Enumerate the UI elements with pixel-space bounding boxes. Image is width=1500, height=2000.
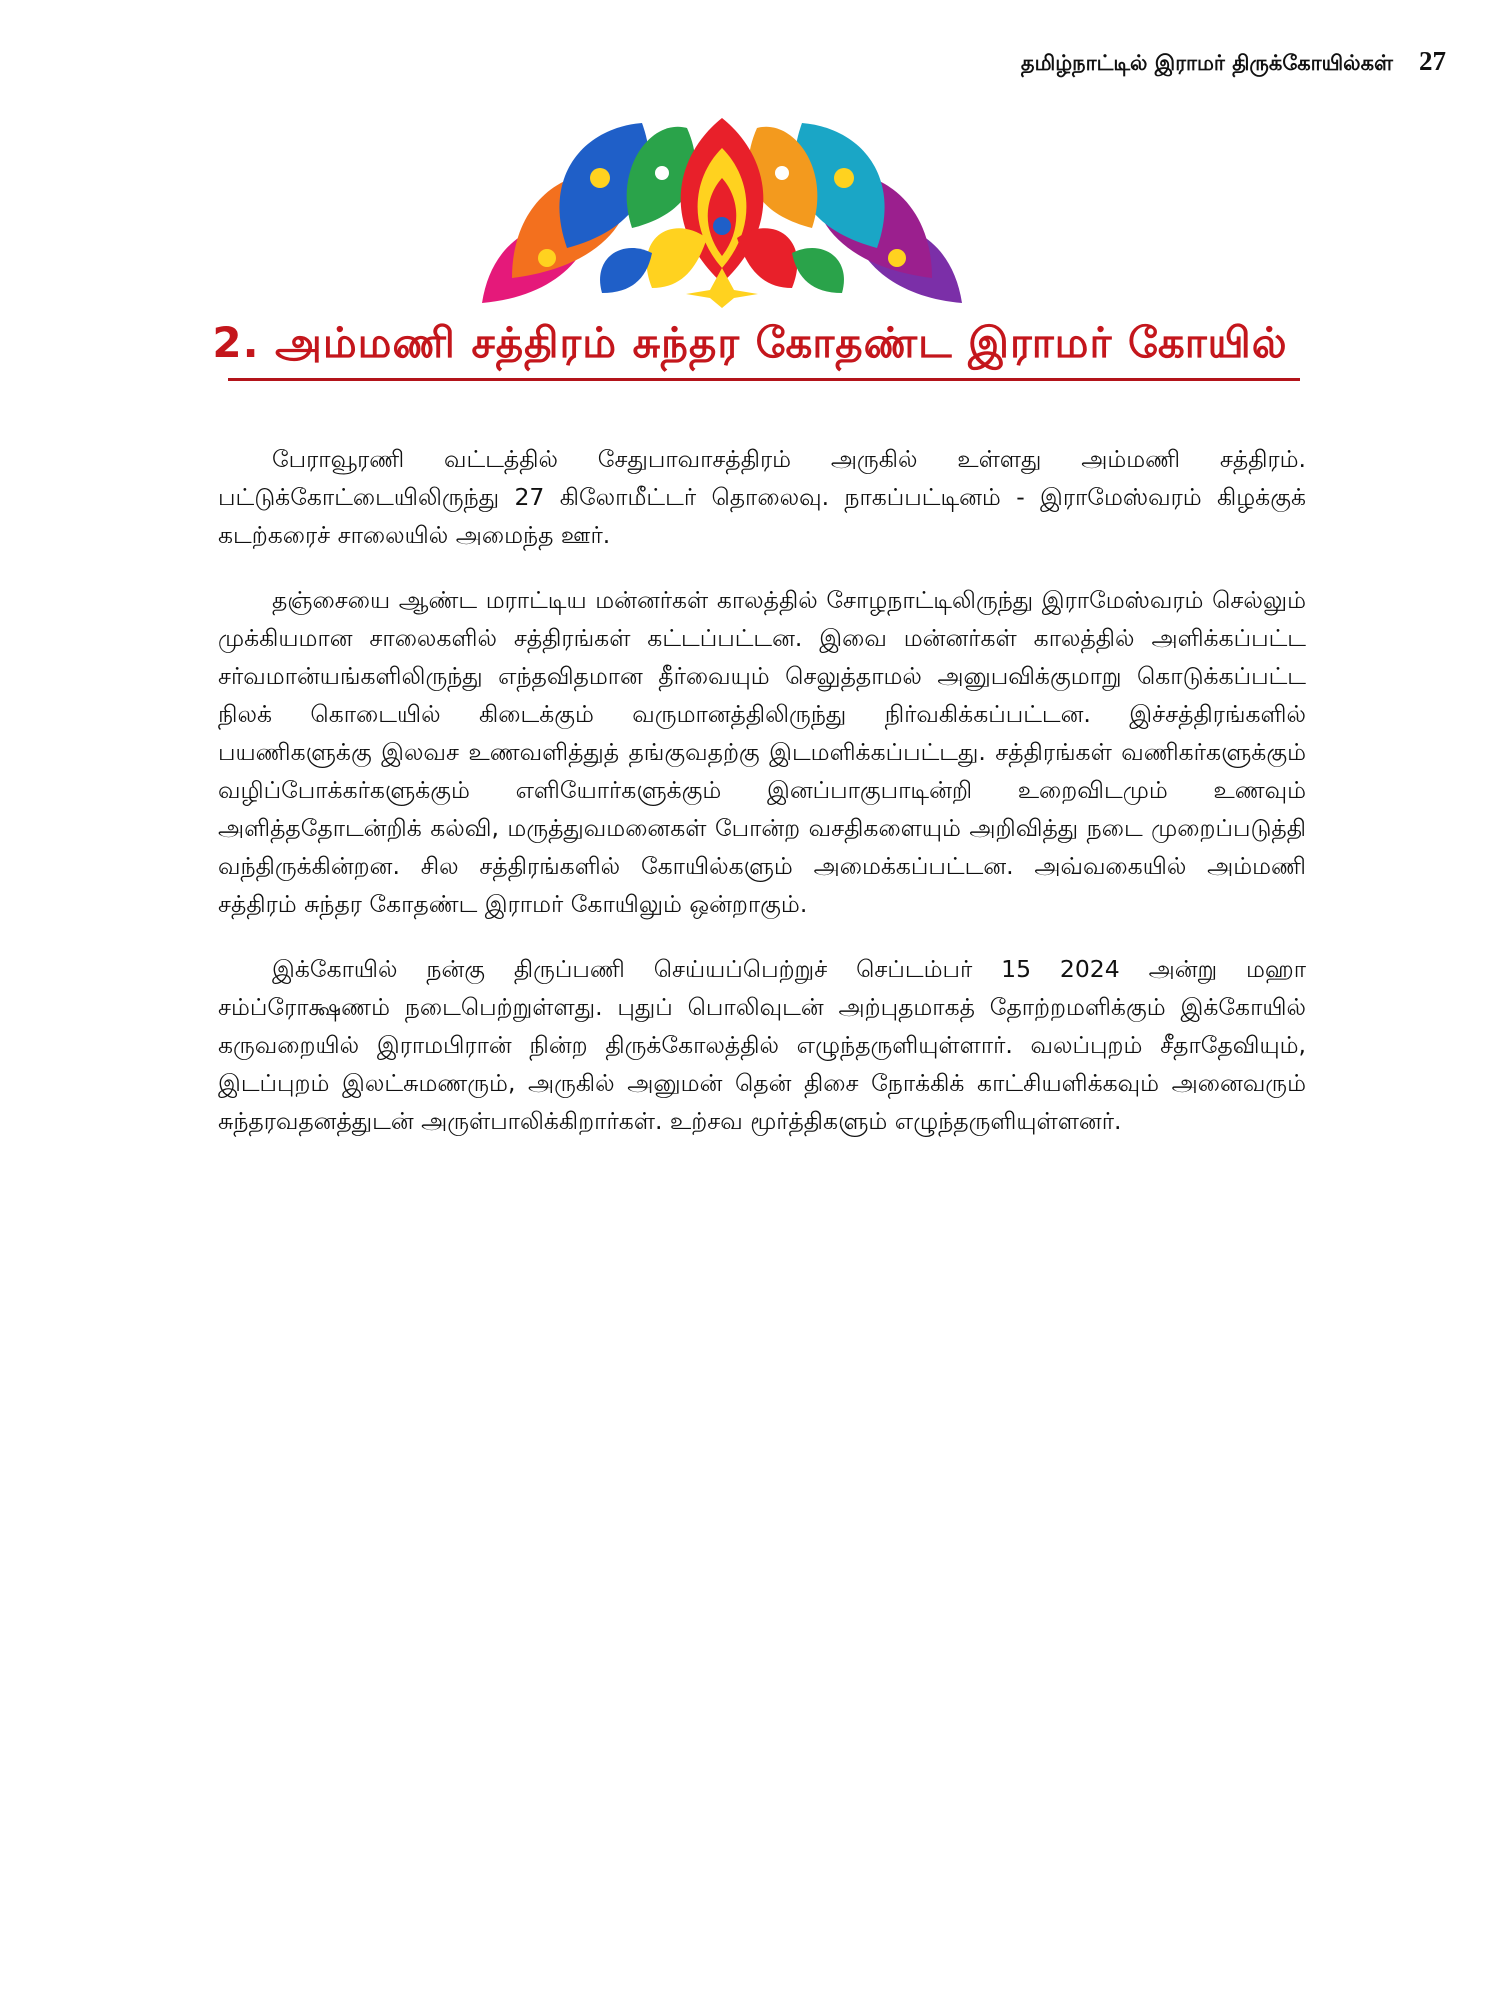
title-underline [228,378,1300,381]
running-title: தமிழ்நாட்டில் இராமர் திருக்கோயில்கள் [1020,51,1393,75]
paragraph-3: இக்கோயில் நன்கு திருப்பணி செய்யப்பெற்றுச் செப்டம்பர் 15 2024 அன்று மஹா சம்ப்ரோக்ஷணம் நடைபெற்றுள்ளது. புதுப் பொலிவுடன் அற்புதமாகத் தோற்றமளிக்கும் இக்கோயில் கருவறையில் இராமபிரான் நின்ற திருக்கோலத்தில் எழுந்தருளியுள்ளார். வலப்புறம் சீதாதேவியும், இடப்புறம் இலட்சுமணரும், அருகில் அனுமன் தென் திசை நோக்கிக் காட்சியளிக்கவும் அனைவரும் சுந்தரவதனத்துடன் அருள்பாலிக்கிறார்கள். உற்சவ மூர்த்திகளும் எழுந்தருளியுள்ளனர். [218,955,1306,1135]
chapter-title: 2. அம்மணி சத்திரம் சுந்தர கோதண்ட இராமர் கோயில் [212,318,1288,367]
page-number: 27 [1419,46,1446,76]
rangoli-lotus-ornament-icon [472,118,972,308]
article-body [218,440,1306,1167]
paragraph-1: பேராவூரணி வட்டத்தில் சேதுபாவாசத்திரம் அருகில் உள்ளது அம்மணி சத்திரம். பட்டுக்கோட்டையிலிருந்து 27 கிலோமீட்டர் தொலைவு. நாகப்பட்டினம் - இராமேஸ்வரம் கிழக்குக் கடற்கரைச் சாலையில் அமைந்த ஊர். [218,445,1306,549]
running-header [1021,46,1446,78]
paragraph-2: தஞ்சையை ஆண்ட மராட்டிய மன்னர்கள் காலத்தில் சோழநாட்டிலிருந்து இராமேஸ்வரம் செல்லும் முக்கியமான சாலைகளில் சத்திரங்கள் கட்டப்பட்டன. இவை மன்னர்கள் காலத்தில் அளிக்கப்பட்ட சர்வமான்யங்களிலிருந்து எந்தவிதமான தீர்வையும் செலுத்தாமல் அனுபவிக்குமாறு கொடுக்கப்பட்ட நிலக் கொடையில் கிடைக்கும் வருமானத்திலிருந்து நிர்வகிக்கப்பட்டன. இச்சத்திரங்களில் பயணிகளுக்கு இலவச உணவளித்துத் தங்குவதற்கு இடமளிக்கப்பட்டது. சத்திரங்கள் வணிகர்களுக்கும் வழிப்போக்கர்களுக்கும் எளியோர்களுக்கும் இனப்பாகுபாடின்றி உறைவிடமும் உணவும் அளித்ததோடன்றிக் கல்வி, மருத்துவமனைகள் போன்ற வசதிகளையும் அறிவித்து நடை முறைப்படுத்தி வந்திருக்கின்றன. சில சத்திரங்களில் கோயில்களும் அமைக்கப்பட்டன. அவ்வகையில் அம்மணி சத்திரம் சுந்தர கோதண்ட இராமர் கோயிலும் ஒன்றாகும். [218,586,1306,918]
